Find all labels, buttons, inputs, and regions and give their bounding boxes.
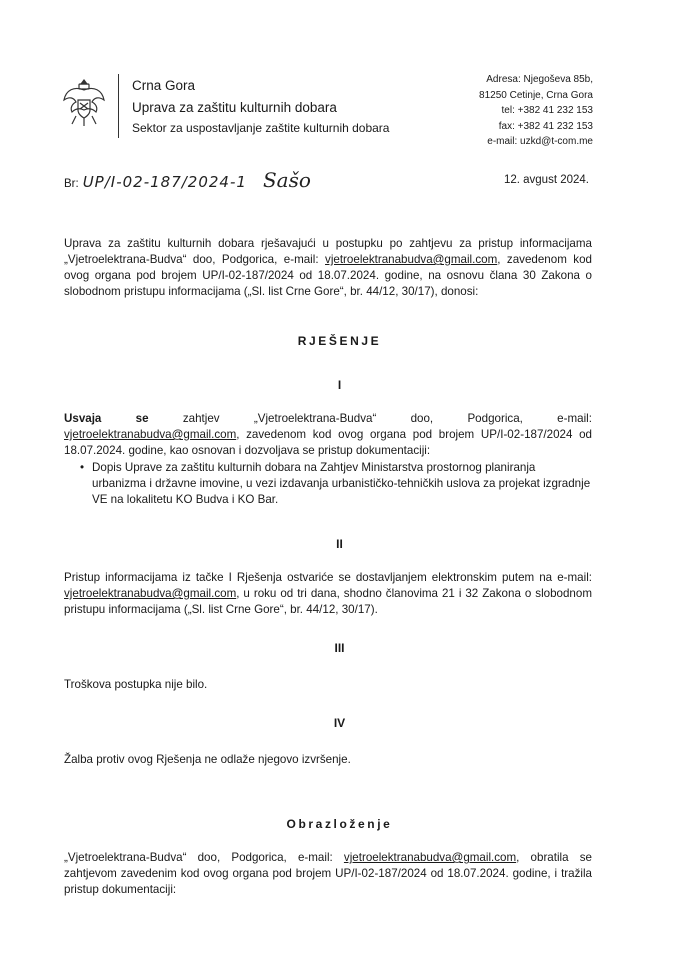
email-word: e-mail: (557, 412, 592, 425)
section-numeral-2: II (336, 537, 343, 551)
zahtjev-word: zahtjev (182, 412, 220, 425)
contact-tel: tel: +382 41 232 153 (501, 105, 593, 116)
reference-line (64, 168, 311, 192)
contact-email: e-mail: uzkd@t-com.me (487, 136, 593, 147)
handwritten-name: Sašo (262, 168, 311, 192)
document-date: 12. avgust 2024. (503, 174, 589, 186)
explanation-text-end: , obratila se zahtjevom zavedenim kod ovog organa pod brojem UP/I-02-187/2024 od 18.07.2024. godine, i tražila pristup dokumentaciji: (64, 851, 592, 896)
section-1-rest: , zavedenom kod ovog organa pod brojem UP/I-02-187/2024 od 18.07.2024. godine, kao osnovan i dozvoljava se pristup dokumentaciji: (64, 428, 592, 457)
section-1-first-line (64, 411, 592, 427)
bullet-icon: • (80, 461, 85, 474)
email-link[interactable]: vjetroelektranabudva@gmail.com (343, 851, 517, 864)
contact-block (479, 72, 593, 150)
list-item (80, 460, 592, 508)
intro-text: Uprava za zaštitu kulturnih dobara rješavajući u postupku po zahtjevu za pristup informacijama „Vjetroelektrana-Budva“ doo, Podgorica, e-mail: (64, 237, 592, 266)
intro-paragraph (64, 236, 592, 300)
bullet-text: Dopis Uprave za zaštitu kulturnih dobara na Zahtjev Ministarstva prostornog planiranja urbanizma i državne imovine, u vezi izdavanja urbanističko-tehničkih uslova za projekat izgradnje VE na lokalitetu KO Budva i KO Bar. (92, 461, 591, 506)
email-link[interactable]: vjetroelektranabudva@gmail.com (64, 587, 237, 600)
intro-text-end: , zavedenom kod ovog organa pod brojem UP/I-02-187/2024 od 18.07.2024. godine, na osnovu člana 30 Zakona o slobodnom pristupu informacijama („Sl. list Crne Gore“, br. 44/12, 30/17), donosi: (64, 253, 592, 298)
explanation-paragraph (64, 850, 592, 898)
se-word: se (135, 412, 149, 425)
section-2-text-end: , u roku od tri dana, shodno članovima 21 i 32 Zakona o slobodnom pristupu informacijama („Sl. list Crne Gore“, br. 44/12, 30/17). (64, 587, 592, 616)
contact-fax: fax: +382 41 232 153 (498, 120, 593, 132)
contact-address: Adresa: Njegoševa 85b, (486, 74, 593, 85)
email-link[interactable]: vjetroelektranabudva@gmail.com (64, 428, 237, 441)
section-3-text: Troškova postupka nije bilo. (64, 678, 208, 691)
usvaja-word: Usvaja (64, 412, 102, 425)
section-2-paragraph (64, 570, 592, 618)
decision-title: RJEŠENJE (297, 334, 382, 348)
section-4-text: Žalba protiv ovog Rješenja ne odlaže njegovo izvršenje. (64, 753, 351, 766)
org-sector: Sektor za uspostavljanje zaštite kulturnih dobara (132, 121, 390, 135)
section-numeral-1: I (337, 378, 342, 392)
header-divider (118, 74, 119, 138)
section-2-text: Pristup informacijama iz tačke I Rješenja ostvariće se dostavljanjem elektronskim putem na e-mail: (64, 571, 592, 584)
city-word: Podgorica, (467, 412, 523, 425)
reference-label: Br: (64, 178, 79, 190)
handwritten-reference-number: UP/I-02-187/2024-1 (82, 173, 247, 191)
section-numeral-3: III (334, 641, 345, 655)
company-word: „Vjetroelektrana-Budva“ (253, 412, 377, 425)
org-country: Crna Gora (132, 78, 196, 93)
coat-of-arms-icon (62, 76, 106, 128)
contact-city: 81250 Cetinje, Crna Gora (479, 89, 593, 101)
explanation-text: „Vjetroelektrana-Budva“ doo, Podgorica, e-mail: (64, 851, 344, 864)
section-1-body (64, 427, 592, 459)
explanation-title: Obrazloženje (286, 817, 393, 831)
doo-word: doo, (410, 412, 434, 425)
email-link[interactable]: vjetroelektranabudva@gmail.com (325, 253, 498, 266)
org-name: Uprava za zaštitu kulturnih dobara (132, 100, 337, 115)
section-1-paragraph (64, 411, 592, 459)
section-numeral-4: IV (333, 716, 346, 730)
